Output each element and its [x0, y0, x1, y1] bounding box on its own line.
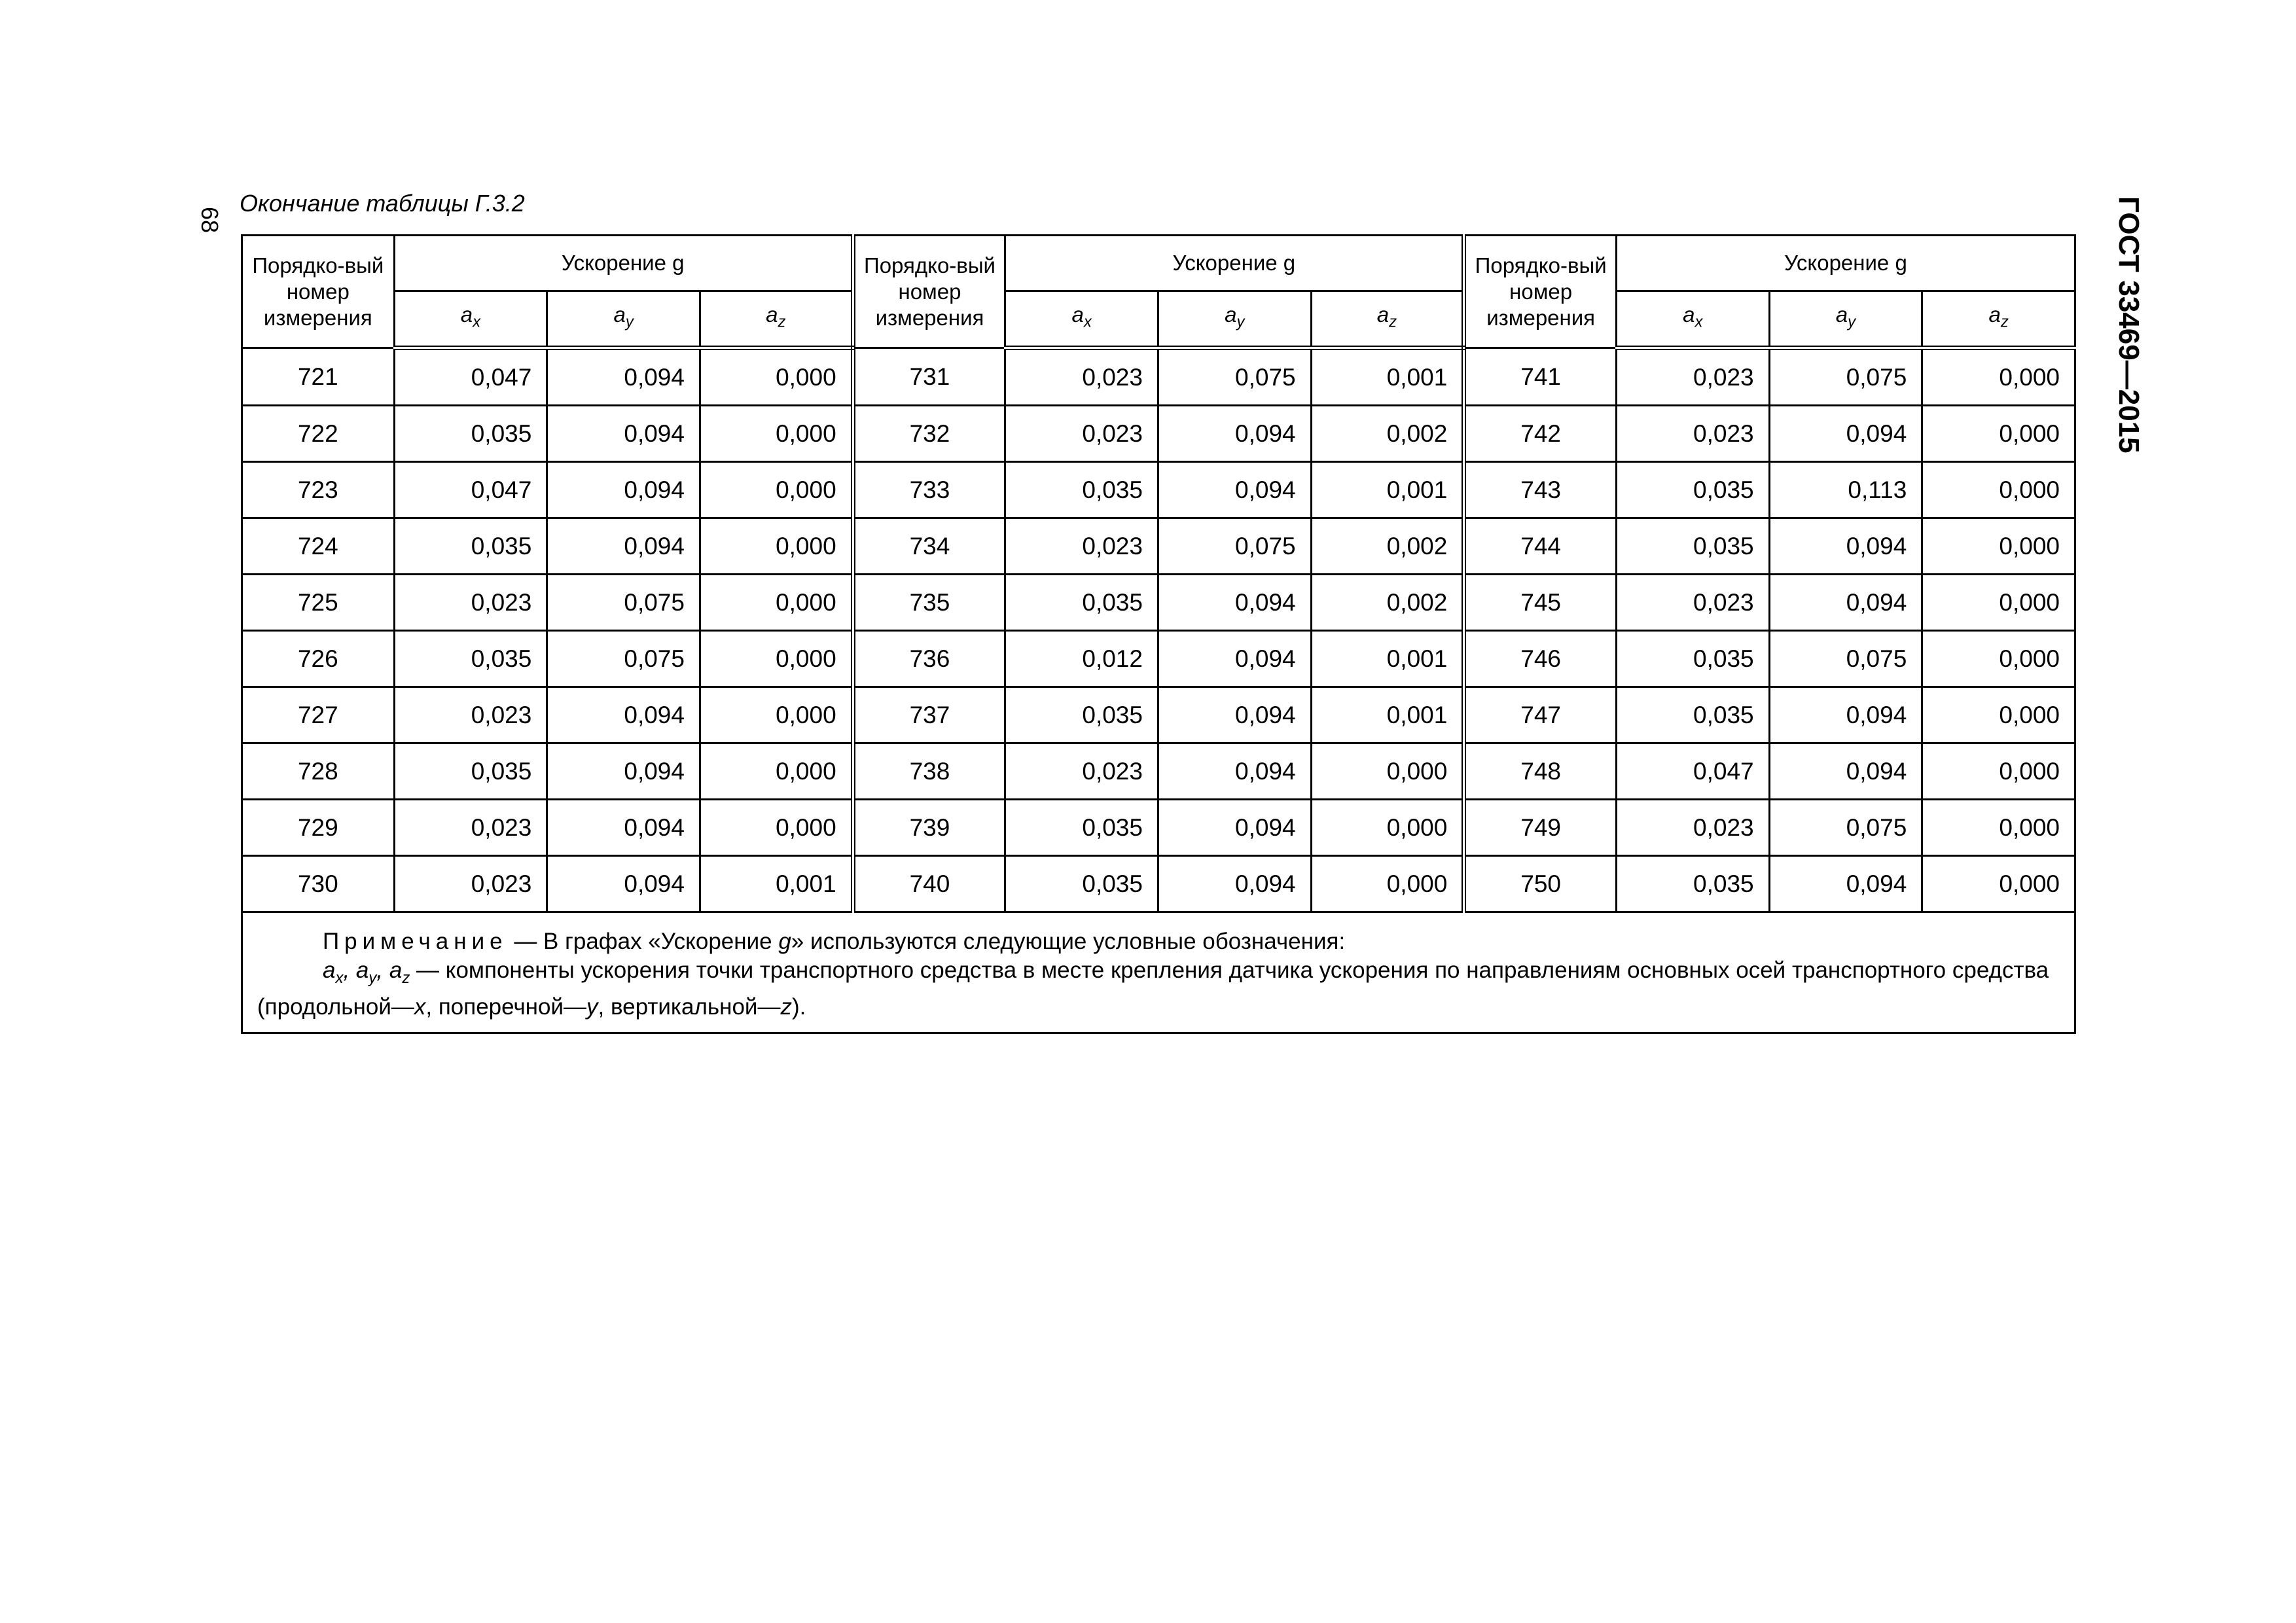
note-text-end: » используются следующие условные обозначения:: [791, 929, 1346, 954]
acceleration-table: [241, 234, 2076, 1034]
acceleration-value-cell: 0,075: [547, 575, 700, 631]
column-header-ay: [1769, 291, 1922, 348]
axis-subscript: y: [625, 313, 634, 331]
note-g: g: [778, 929, 791, 954]
acceleration-value-cell: 0,047: [394, 348, 547, 406]
measurement-number-cell: 749: [1464, 800, 1617, 856]
acceleration-value-cell: 0,094: [547, 518, 700, 575]
acceleration-value-cell: 0,023: [1616, 575, 1769, 631]
acceleration-value-cell: 0,023: [394, 856, 547, 912]
table-row: [242, 856, 2075, 912]
measurement-number-cell: 746: [1464, 631, 1617, 687]
axis-subscript: x: [1083, 313, 1092, 331]
column-header-ay: [1158, 291, 1311, 348]
acceleration-value-cell: 0,094: [547, 406, 700, 462]
acceleration-value-cell: 0,000: [700, 406, 853, 462]
acceleration-value-cell: 0,035: [1616, 462, 1769, 518]
column-header-measurement-number: Порядко-вый номер измерения: [853, 236, 1005, 348]
acceleration-value-cell: 0,023: [1005, 518, 1158, 575]
acceleration-value-cell: 0,000: [1922, 800, 2075, 856]
note-symbols: $a_x$, $a_y$, $a_z$: [323, 957, 410, 987]
measurement-number-cell: 742: [1464, 406, 1617, 462]
acceleration-value-cell: 0,094: [1769, 575, 1922, 631]
acceleration-value-cell: 0,000: [700, 462, 853, 518]
acceleration-value-cell: 0,000: [1311, 743, 1464, 800]
axis-subscript: x: [473, 313, 481, 331]
acceleration-value-cell: 0,075: [1769, 348, 1922, 406]
acceleration-value-cell: 0,023: [1616, 348, 1769, 406]
acceleration-value-cell: 0,047: [394, 462, 547, 518]
measurement-number-cell: 721: [242, 348, 395, 406]
axis-letter: a: [1988, 302, 2001, 327]
table-row: [242, 800, 2075, 856]
acceleration-value-cell: 0,023: [1616, 800, 1769, 856]
measurement-number-cell: 724: [242, 518, 395, 575]
acceleration-value-cell: 0,094: [1769, 518, 1922, 575]
acceleration-value-cell: 0,023: [394, 800, 547, 856]
acceleration-value-cell: 0,035: [1005, 800, 1158, 856]
acceleration-value-cell: 0,000: [700, 743, 853, 800]
note-x: x: [414, 994, 426, 1020]
measurement-number-cell: 725: [242, 575, 395, 631]
acceleration-value-cell: 0,094: [1158, 631, 1311, 687]
page-number: 68: [196, 206, 224, 234]
acceleration-value-cell: 0,035: [1005, 462, 1158, 518]
acceleration-value-cell: 0,094: [1158, 462, 1311, 518]
acceleration-value-cell: 0,000: [700, 687, 853, 743]
acceleration-value-cell: 0,094: [547, 348, 700, 406]
axis-subscript: y: [1236, 313, 1245, 331]
table-row: [242, 575, 2075, 631]
acceleration-value-cell: 0,094: [1769, 687, 1922, 743]
measurement-number-cell: 736: [853, 631, 1005, 687]
acceleration-value-cell: 0,023: [1616, 406, 1769, 462]
acceleration-value-cell: 0,012: [1005, 631, 1158, 687]
measurement-number-cell: 743: [1464, 462, 1617, 518]
acceleration-value-cell: 0,001: [1311, 631, 1464, 687]
column-header-measurement-number: Порядко-вый номер измерения: [242, 236, 395, 348]
acceleration-value-cell: 0,035: [394, 743, 547, 800]
column-header-ay: [547, 291, 700, 348]
acceleration-value-cell: 0,035: [1005, 856, 1158, 912]
measurement-number-cell: 750: [1464, 856, 1617, 912]
acceleration-value-cell: 0,035: [1616, 518, 1769, 575]
column-header-ax: [394, 291, 547, 348]
measurement-number-cell: 748: [1464, 743, 1617, 800]
column-header-ax: [1616, 291, 1769, 348]
measurement-number-cell: 731: [853, 348, 1005, 406]
axis-letter: a: [1376, 302, 1390, 327]
acceleration-value-cell: 0,035: [1005, 687, 1158, 743]
acceleration-value-cell: 0,001: [700, 856, 853, 912]
note-y: y: [586, 994, 598, 1020]
acceleration-value-cell: 0,035: [394, 406, 547, 462]
measurement-number-cell: 738: [853, 743, 1005, 800]
acceleration-value-cell: 0,047: [1616, 743, 1769, 800]
table-row: [242, 406, 2075, 462]
acceleration-value-cell: 0,075: [1769, 631, 1922, 687]
acceleration-value-cell: 0,000: [1311, 800, 1464, 856]
table-row: [242, 518, 2075, 575]
measurement-number-cell: 735: [853, 575, 1005, 631]
acceleration-value-cell: 0,075: [1158, 518, 1311, 575]
column-header-acceleration: Ускорение g: [1616, 236, 2075, 291]
acceleration-value-cell: 0,094: [1158, 575, 1311, 631]
acceleration-value-cell: 0,035: [394, 518, 547, 575]
acceleration-value-cell: 0,000: [700, 800, 853, 856]
acceleration-value-cell: 0,002: [1311, 406, 1464, 462]
acceleration-value-cell: 0,094: [1158, 687, 1311, 743]
acceleration-value-cell: 0,035: [1005, 575, 1158, 631]
column-header-measurement-number: Порядко-вый номер измерения: [1464, 236, 1617, 348]
acceleration-value-cell: 0,001: [1311, 687, 1464, 743]
acceleration-value-cell: 0,094: [1769, 406, 1922, 462]
acceleration-value-cell: 0,000: [700, 575, 853, 631]
note-label: Примечание: [323, 929, 508, 954]
acceleration-value-cell: 0,023: [1005, 406, 1158, 462]
acceleration-value-cell: 0,000: [1922, 631, 2075, 687]
acceleration-value-cell: 0,075: [1769, 800, 1922, 856]
acceleration-value-cell: 0,094: [1158, 743, 1311, 800]
acceleration-value-cell: 0,094: [1769, 856, 1922, 912]
measurement-number-cell: 747: [1464, 687, 1617, 743]
axis-subscript: y: [1848, 313, 1856, 331]
acceleration-value-cell: 0,023: [1005, 743, 1158, 800]
acceleration-value-cell: 0,001: [1311, 462, 1464, 518]
table-row: [242, 631, 2075, 687]
column-header-az: [1311, 291, 1464, 348]
acceleration-value-cell: 0,094: [547, 687, 700, 743]
column-header-az: [700, 291, 853, 348]
acceleration-value-cell: 0,035: [1616, 687, 1769, 743]
acceleration-value-cell: 0,094: [547, 743, 700, 800]
table-caption: Окончание таблицы Г.3.2: [240, 190, 525, 217]
table-row: [242, 348, 2075, 406]
measurement-number-cell: 730: [242, 856, 395, 912]
axis-letter: a: [460, 302, 473, 327]
document-code-text: ГОСТ 33469—2015: [2113, 196, 2145, 454]
acceleration-value-cell: 0,000: [1922, 462, 2075, 518]
table-row: [242, 462, 2075, 518]
axis-letter: a: [1835, 302, 1848, 327]
acceleration-value-cell: 0,000: [1922, 406, 2075, 462]
measurement-number-cell: 737: [853, 687, 1005, 743]
acceleration-value-cell: 0,000: [1922, 743, 2075, 800]
axis-subscript: z: [2000, 313, 2009, 331]
measurement-number-cell: 745: [1464, 575, 1617, 631]
acceleration-value-cell: 0,000: [1311, 856, 1464, 912]
measurement-number-cell: 726: [242, 631, 395, 687]
table-row: [242, 687, 2075, 743]
axis-letter: a: [766, 302, 778, 327]
acceleration-value-cell: 0,094: [1158, 800, 1311, 856]
note-z: z: [780, 994, 792, 1020]
acceleration-value-cell: 0,000: [700, 631, 853, 687]
column-header-az: [1922, 291, 2075, 348]
acceleration-value-cell: 0,002: [1311, 518, 1464, 575]
acceleration-value-cell: 0,035: [1616, 631, 1769, 687]
measurement-number-cell: 741: [1464, 348, 1617, 406]
acceleration-value-cell: 0,000: [1922, 687, 2075, 743]
table-row: [242, 743, 2075, 800]
measurement-number-cell: 732: [853, 406, 1005, 462]
note-text: — В графах «Ускорение: [507, 929, 779, 954]
acceleration-value-cell: 0,075: [547, 631, 700, 687]
measurement-number-cell: 744: [1464, 518, 1617, 575]
acceleration-value-cell: 0,023: [394, 575, 547, 631]
axis-letter: a: [1225, 302, 1237, 327]
measurement-number-cell: 722: [242, 406, 395, 462]
acceleration-value-cell: 0,094: [547, 462, 700, 518]
note-row: [242, 912, 2075, 1033]
acceleration-value-cell: 0,002: [1311, 575, 1464, 631]
acceleration-value-cell: 0,113: [1769, 462, 1922, 518]
measurement-number-cell: 739: [853, 800, 1005, 856]
measurement-number-cell: 728: [242, 743, 395, 800]
acceleration-value-cell: 0,094: [1158, 856, 1311, 912]
measurement-number-cell: 734: [853, 518, 1005, 575]
acceleration-value-cell: 0,000: [700, 518, 853, 575]
acceleration-value-cell: 0,035: [1616, 856, 1769, 912]
acceleration-value-cell: 0,000: [1922, 856, 2075, 912]
acceleration-value-cell: 0,023: [1005, 348, 1158, 406]
measurement-number-cell: 723: [242, 462, 395, 518]
column-header-acceleration: Ускорение g: [1005, 236, 1464, 291]
column-header-ax: [1005, 291, 1158, 348]
axis-letter: a: [613, 302, 626, 327]
acceleration-value-cell: 0,094: [547, 856, 700, 912]
acceleration-value-cell: 0,023: [394, 687, 547, 743]
document-code: [2083, 196, 2174, 471]
table-note: [242, 912, 2075, 1033]
note-mid1: , поперечной—: [425, 994, 587, 1020]
acceleration-value-cell: 0,094: [547, 800, 700, 856]
note-definition: — компоненты ускорения точки транспортного средства в месте крепления датчика ускорения по направлениям основных осей транспортного средства (продольной—: [257, 957, 2049, 1020]
measurement-number-cell: 740: [853, 856, 1005, 912]
column-header-acceleration: Ускорение g: [394, 236, 853, 291]
axis-subscript: z: [1389, 313, 1397, 331]
acceleration-value-cell: 0,001: [1311, 348, 1464, 406]
axis-letter: a: [1071, 302, 1084, 327]
note-end: ).: [791, 994, 806, 1020]
acceleration-value-cell: 0,000: [1922, 518, 2075, 575]
axis-subscript: x: [1695, 313, 1703, 331]
measurement-number-cell: 729: [242, 800, 395, 856]
measurement-number-cell: 727: [242, 687, 395, 743]
axis-letter: a: [1683, 302, 1695, 327]
acceleration-value-cell: 0,094: [1769, 743, 1922, 800]
acceleration-value-cell: 0,094: [1158, 406, 1311, 462]
note-mid2: , вертикальной—: [598, 994, 781, 1020]
acceleration-value-cell: 0,035: [394, 631, 547, 687]
measurement-number-cell: 733: [853, 462, 1005, 518]
acceleration-value-cell: 0,075: [1158, 348, 1311, 406]
acceleration-value-cell: 0,000: [1922, 348, 2075, 406]
acceleration-value-cell: 0,000: [700, 348, 853, 406]
acceleration-value-cell: 0,000: [1922, 575, 2075, 631]
axis-subscript: z: [778, 313, 786, 331]
